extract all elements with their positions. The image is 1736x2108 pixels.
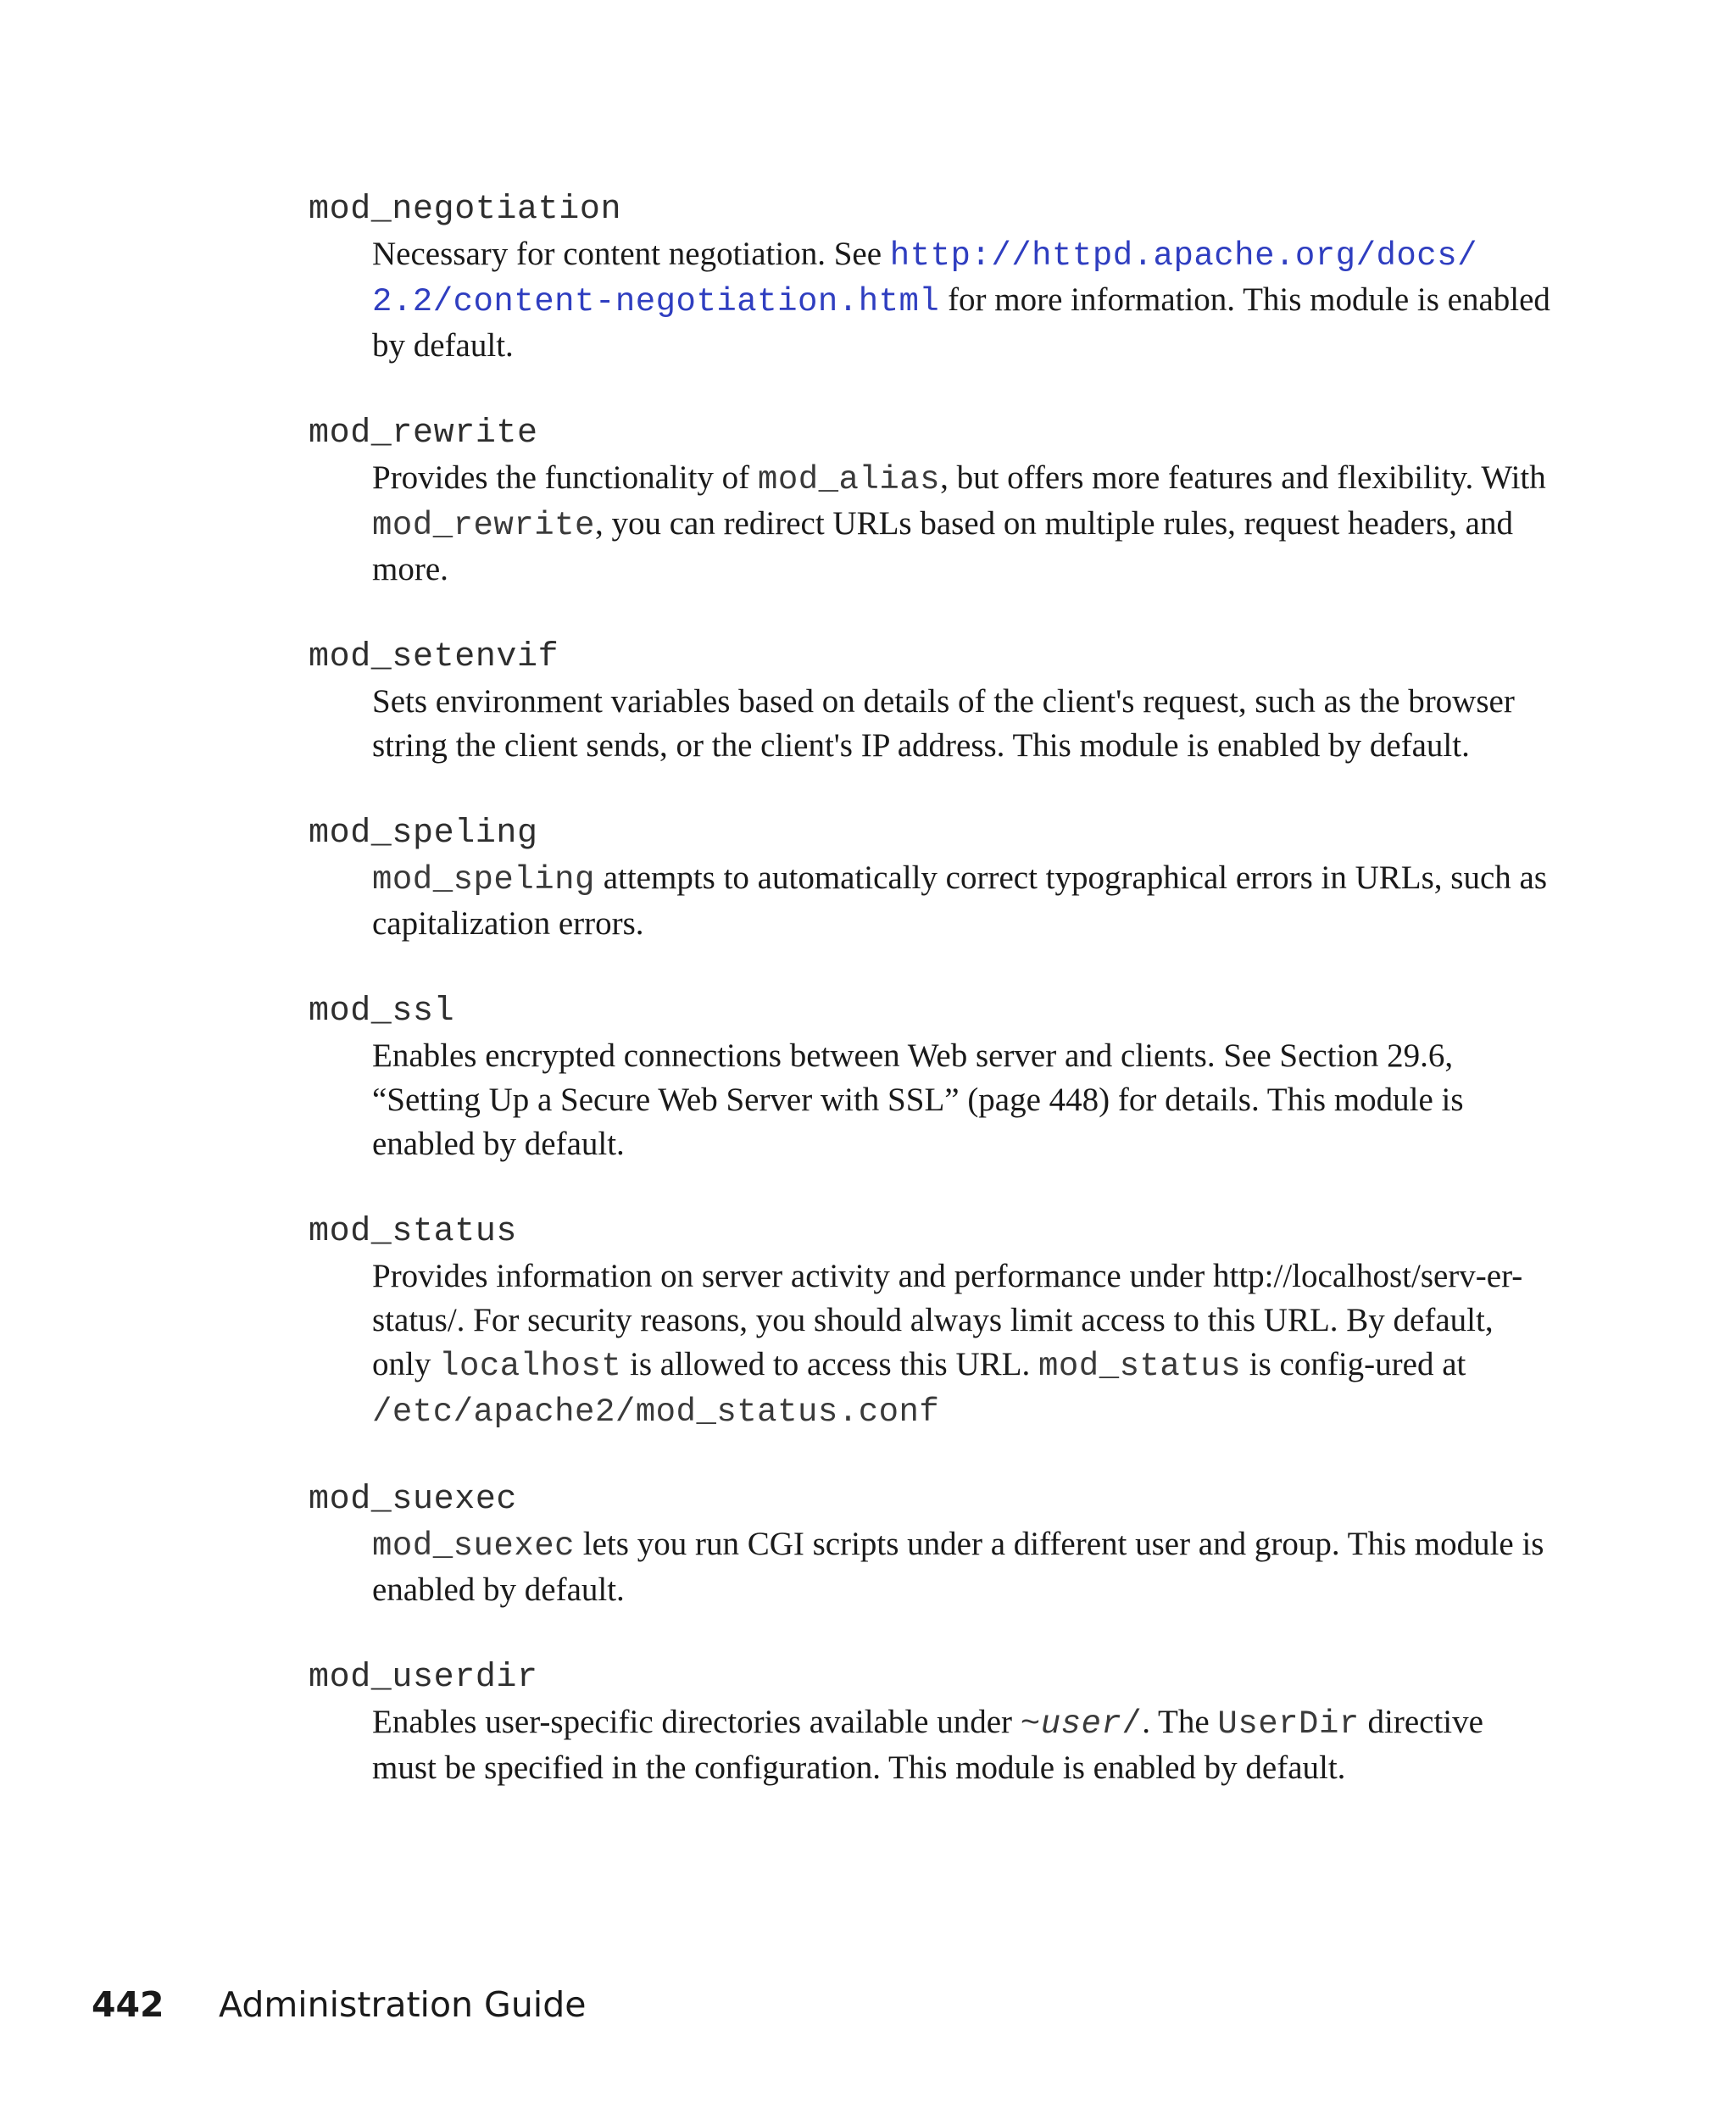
description-text: directive must be specified in the configuration. This module is enabled by default. bbox=[372, 1704, 1483, 1786]
description-text: for more information. This module is enabled by default. bbox=[372, 281, 1550, 364]
module-term: mod_speling bbox=[309, 815, 538, 853]
module-entry-mod-status bbox=[309, 1210, 1555, 1434]
module-term: mod_userdir bbox=[309, 1659, 538, 1697]
description-text: is allowed to access this URL. bbox=[621, 1346, 1038, 1382]
module-entry-mod-ssl bbox=[309, 990, 1555, 1166]
inline-code: UserDir bbox=[1217, 1705, 1360, 1743]
description-text: Enables encrypted connections between Web server and clients. See Section 29.6, “Setting Up a Secure Web Server with SSL” (page 448) for details. This module is enabled by default. bbox=[372, 1037, 1464, 1162]
inline-code-placeholder: user bbox=[1040, 1705, 1122, 1743]
inline-code: ~ bbox=[1020, 1705, 1041, 1743]
module-description bbox=[372, 1254, 1555, 1434]
docs-link-continued[interactable]: 2.2/content-negotiation.html bbox=[372, 283, 940, 320]
module-entry-mod-setenvif bbox=[309, 636, 1555, 768]
module-entry-mod-rewrite bbox=[309, 412, 1555, 592]
description-text: , you can redirect URLs based on multiple rules, request headers, and more. bbox=[372, 505, 1513, 587]
module-description bbox=[372, 232, 1555, 368]
page-footer bbox=[92, 1979, 586, 2030]
module-term: mod_rewrite bbox=[309, 414, 538, 453]
docs-link[interactable]: http://httpd.apache.org/docs/ bbox=[889, 237, 1478, 275]
module-term: mod_ssl bbox=[309, 993, 455, 1031]
description-text: attempts to automatically correct typographical errors in URLs, such as capitalization errors. bbox=[372, 859, 1548, 942]
page-number: 442 bbox=[92, 1984, 164, 2025]
inline-code: mod_alias bbox=[757, 461, 941, 498]
module-description bbox=[372, 456, 1555, 592]
module-term: mod_negotiation bbox=[309, 191, 622, 229]
description-text: Provides the functionality of bbox=[372, 459, 758, 496]
description-text: Sets environment variables based on details of the client's request, such as the browser string the client sends, or the client's IP address. This module is enabled by default. bbox=[372, 683, 1515, 764]
module-entry-mod-negotiation bbox=[309, 188, 1555, 368]
module-entry-mod-suexec bbox=[309, 1478, 1555, 1612]
inline-code: mod_speling bbox=[372, 861, 595, 898]
inline-code: mod_rewrite bbox=[372, 507, 595, 544]
description-text: , but offers more features and flexibility. With bbox=[940, 459, 1546, 496]
inline-code: / bbox=[1121, 1705, 1143, 1743]
inline-code: mod_suexec bbox=[372, 1527, 576, 1565]
module-description bbox=[372, 1034, 1555, 1166]
module-list bbox=[309, 188, 1555, 1834]
description-text: lets you run CGI scripts under a different user and group. This module is enabled by default. bbox=[372, 1526, 1544, 1608]
module-entry-mod-speling bbox=[309, 812, 1555, 946]
description-text: is config-ured at bbox=[1241, 1346, 1466, 1382]
module-description bbox=[372, 856, 1555, 946]
description-text: Enables user-specific directories available under bbox=[372, 1704, 1021, 1740]
module-term: mod_setenvif bbox=[309, 638, 559, 676]
inline-code: localhost bbox=[439, 1348, 622, 1385]
inline-code: mod_status bbox=[1038, 1348, 1242, 1385]
book-title: Administration Guide bbox=[219, 1984, 587, 2025]
description-text: Provides information on server activity and performance under http://localhost/serv-er-status/. For security reasons, you should always limit access to this URL. By default, only bbox=[372, 1258, 1523, 1382]
description-text: Necessary for content negotiation. See bbox=[372, 236, 890, 272]
module-description bbox=[372, 1700, 1555, 1790]
module-description bbox=[372, 680, 1555, 768]
module-entry-mod-userdir bbox=[309, 1656, 1555, 1790]
inline-code-path: /etc/apache2/mod_status.conf bbox=[372, 1393, 940, 1431]
module-term: mod_status bbox=[309, 1213, 518, 1251]
module-description bbox=[372, 1522, 1555, 1612]
description-text: . The bbox=[1142, 1704, 1218, 1740]
module-term: mod_suexec bbox=[309, 1481, 518, 1519]
